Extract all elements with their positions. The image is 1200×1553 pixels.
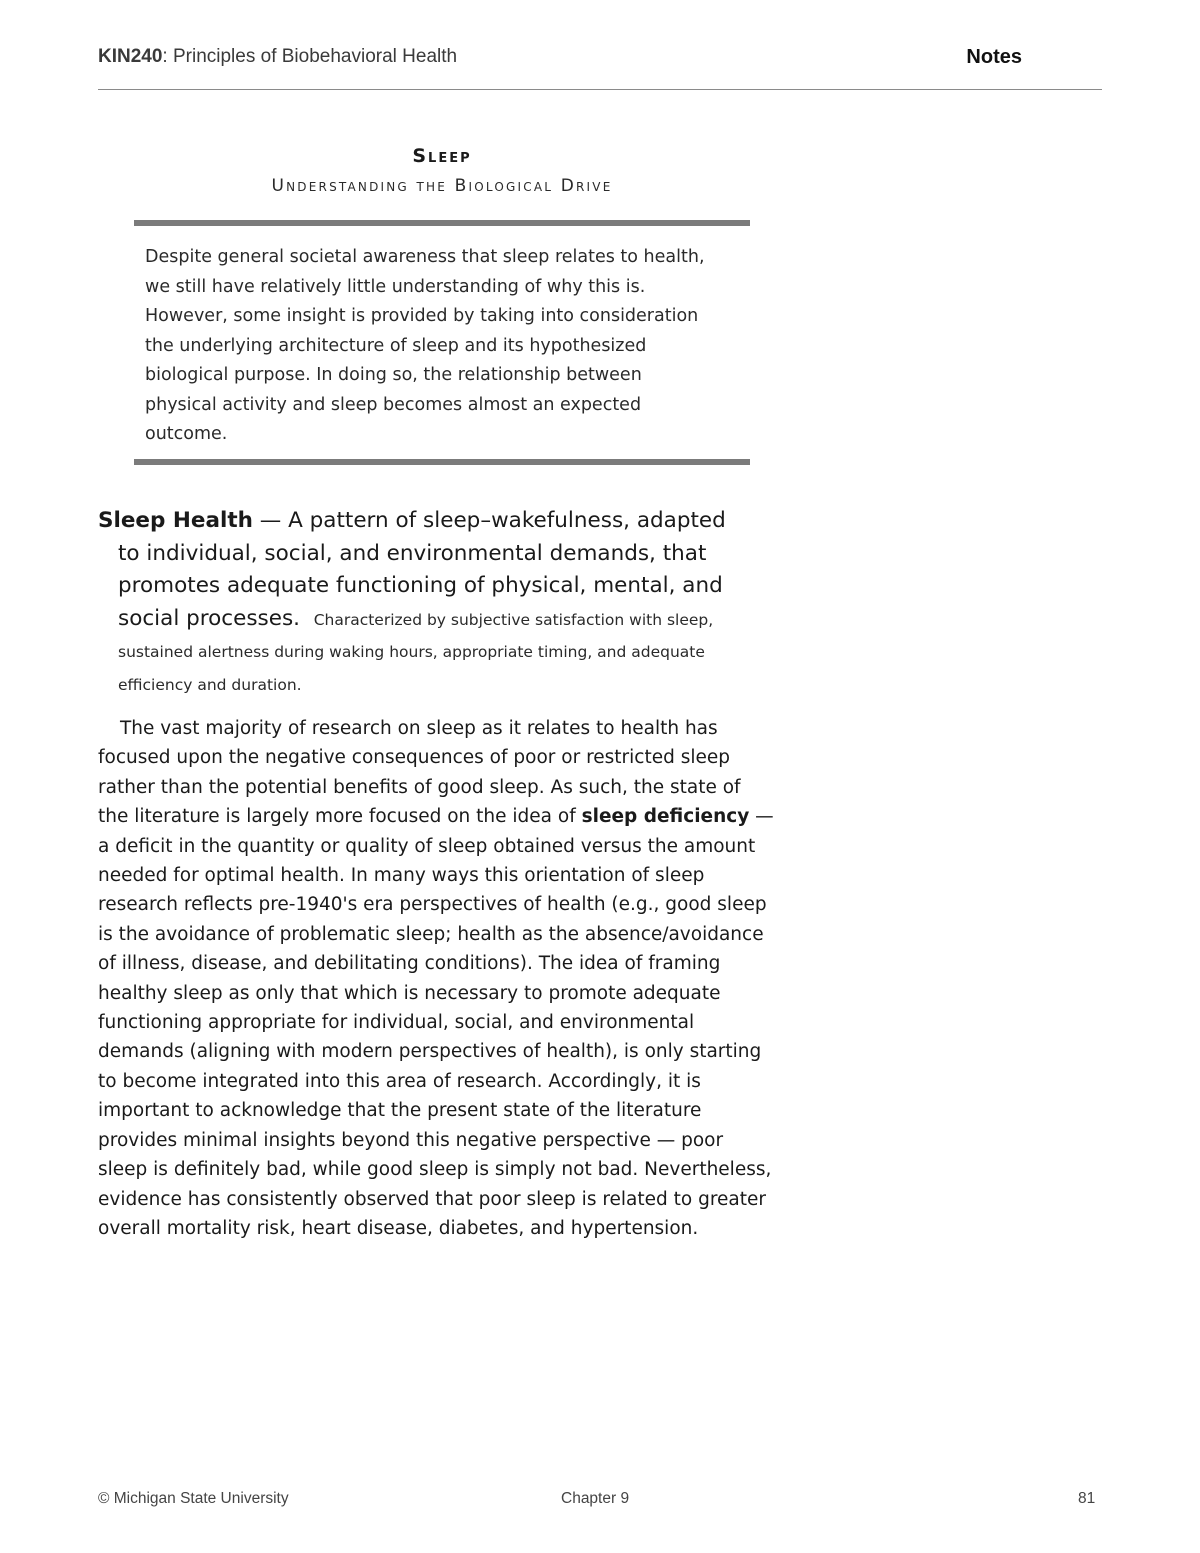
body-line: evidence has consistently observed that poor sleep is related to greater <box>98 1188 767 1210</box>
body-line: rather than the potential benefits of good sleep. As such, the state of <box>98 776 741 798</box>
body-line: focused upon the negative consequences of poor or restricted sleep <box>98 747 730 769</box>
intro-line: outcome. <box>145 424 228 444</box>
section-subtitle: Understanding the Biological Drive <box>271 176 613 196</box>
body-line: of illness, disease, and debilitating conditions). The idea of framing <box>98 953 721 975</box>
body-line: important to acknowledge that the present state of the literature <box>98 1100 702 1122</box>
body-line: functioning appropriate for individual, social, and environmental <box>98 1012 695 1034</box>
sleep-health-definition <box>98 505 778 701</box>
body-line: sleep is definitely bad, while good sleep is simply not bad. Nevertheless, <box>98 1159 772 1181</box>
definition-term: Sleep Health <box>98 508 253 533</box>
intro-line: biological purpose. In doing so, the relationship between <box>145 365 642 385</box>
body-paragraph <box>98 714 788 1243</box>
page-number: 81 <box>1078 1490 1096 1507</box>
definition-line: promotes adequate functioning of physical, mental, and <box>118 573 723 598</box>
sleep-deficiency-term: sleep deficiency <box>581 806 750 828</box>
body-dash: — <box>749 806 774 828</box>
body-line: to become integrated into this area of research. Accordingly, it is <box>98 1070 701 1092</box>
definition-line: — A pattern of sleep–wakefulness, adapted <box>252 508 726 533</box>
page-header <box>98 46 1102 74</box>
body-line: a deficit in the quantity or quality of sleep obtained versus the amount <box>98 835 756 857</box>
body-line: needed for optimal health. In many ways this orientation of sleep <box>98 865 705 887</box>
definition-detail: Characterized by subjective satisfaction with sleep, <box>313 610 714 629</box>
course-code: KIN240 <box>98 46 163 67</box>
notes-label: Notes <box>966 46 1022 68</box>
intro-summary <box>145 243 745 450</box>
definition-line: social processes. <box>118 605 301 631</box>
intro-line: physical activity and sleep becomes almost an expected <box>145 394 642 415</box>
intro-line: Despite general societal awareness that sleep relates to health, <box>145 247 705 267</box>
intro-box-top-rule <box>134 220 750 226</box>
footer-copyright: © Michigan State University <box>98 1490 289 1507</box>
section-title: Sleep <box>412 145 472 167</box>
definition-detail: sustained alertness during waking hours, appropriate timing, and adequate <box>118 643 705 661</box>
definition-line: to individual, social, and environmental demands, that <box>118 540 707 566</box>
footer-chapter: Chapter 9 <box>561 1490 630 1507</box>
intro-box-bottom-rule <box>134 459 750 465</box>
course-title: : Principles of Biobehavioral Health <box>162 46 458 67</box>
intro-line: the underlying architecture of sleep and its hypothesized <box>145 335 647 356</box>
body-line: healthy sleep as only that which is necessary to promote adequate <box>98 982 721 1004</box>
body-line: the literature is largely more focused on the idea of <box>98 806 582 828</box>
body-line: provides minimal insights beyond this negative perspective — poor <box>98 1129 724 1151</box>
definition-detail: efficiency and duration. <box>118 675 302 694</box>
intro-line: we still have relatively little understanding of why this is. <box>145 276 646 297</box>
body-line: is the avoidance of problematic sleep; health as the absence/avoidance <box>98 923 764 945</box>
body-line: overall mortality risk, heart disease, diabetes, and hypertension. <box>98 1217 699 1239</box>
header-divider <box>98 89 1102 90</box>
body-line: The vast majority of research on sleep as it relates to health has <box>120 718 718 739</box>
body-line: demands (aligning with modern perspectives of health), is only starting <box>98 1041 762 1063</box>
intro-line: However, some insight is provided by taking into consideration <box>145 306 699 326</box>
body-line: research reflects pre-1940's era perspectives of health (e.g., good sleep <box>98 894 767 916</box>
